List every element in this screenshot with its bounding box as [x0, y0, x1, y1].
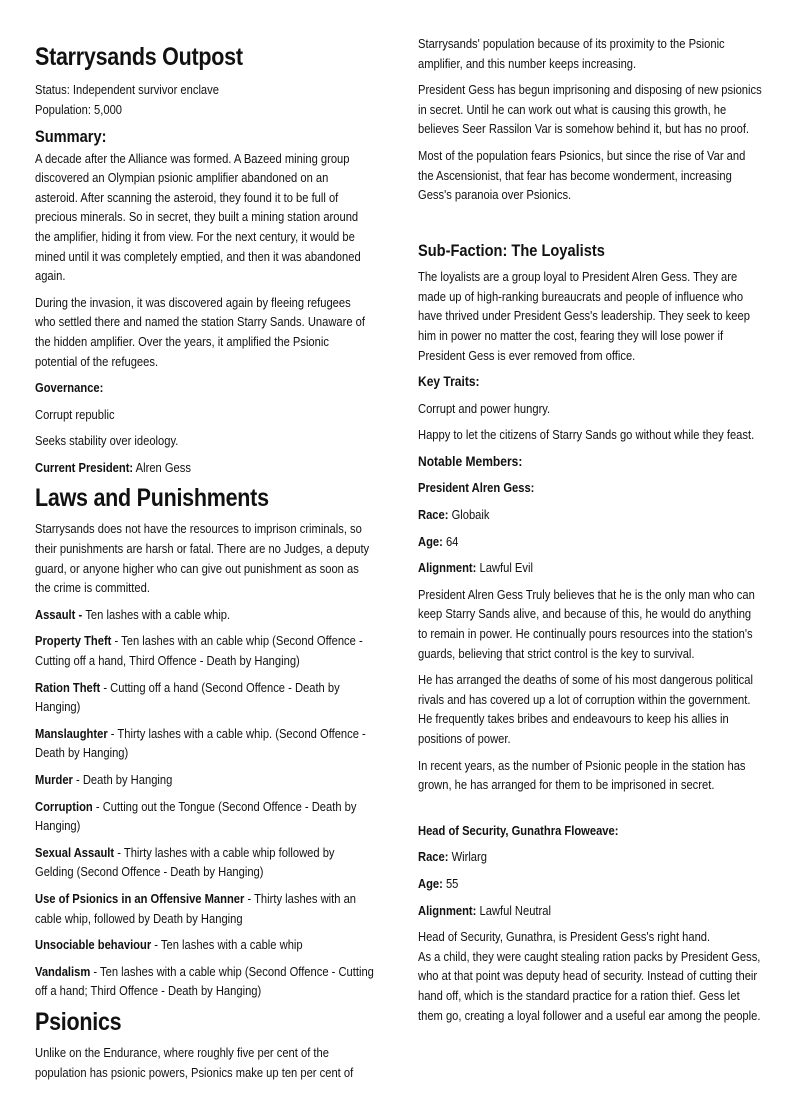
governance-note: Seeks stability over ideology. — [35, 433, 179, 449]
president-label: Current President: — [35, 459, 134, 475]
member-president-gess — [418, 478, 762, 794]
law-crime: Assault - — [35, 606, 86, 622]
outpost-title: Starrysands Outpost — [35, 43, 243, 71]
member-bio-2: As a child, they were caught stealing ration packs by President Gess, who at that point was deputy head of security. Instead of cutting their hand off, which is the standard practice for a ration thief. Gess let them go, creating a loyal follower and a useful ear among the people. — [418, 948, 761, 1023]
psionics-paragraph-1: Unlike on the Endurance, where roughly five per cent of the population has psionic powers, Psionics make up ten per cent of — [35, 1044, 354, 1080]
notable-members-heading: Notable Members: — [418, 452, 523, 469]
member-name: President Alren Gess: — [418, 480, 535, 496]
law-item — [35, 935, 374, 955]
member-bio-2: He has arranged the deaths of some of his most dangerous political rivals and has covered up a lot of corruption within the government. He frequently takes bribes and endeavours to keep his allies in positions of power. — [418, 672, 753, 747]
summary-heading: Summary: — [35, 127, 107, 147]
alignment-label: Alignment: — [418, 902, 477, 918]
law-punishment: - Cutting out the Tongue (Second Offence - Death by Hanging) — [35, 798, 357, 834]
law-crime: Vandalism — [35, 963, 91, 979]
member-race — [418, 847, 762, 867]
law-crime: Sexual Assault — [35, 844, 115, 860]
trait-item: Corrupt and power hungry. — [418, 400, 551, 416]
laws-list — [35, 605, 374, 1001]
law-punishment: - Thirty lashes with a cable whip. (Second Offence - Death by Hanging) — [35, 725, 366, 761]
law-crime: Ration Theft — [35, 679, 101, 695]
key-traits-heading: Key Traits: — [418, 373, 480, 390]
member-alignment — [418, 901, 762, 921]
law-crime: Murder — [35, 772, 73, 788]
governance-label: Governance: — [35, 380, 104, 396]
law-item — [35, 724, 374, 763]
alignment-value: Lawful Evil — [476, 560, 533, 576]
member-name: Head of Security, Gunathra Floweave: — [418, 822, 619, 838]
law-punishment: - Cutting off a hand (Second Offence - Death by Hanging) — [35, 679, 340, 715]
law-punishment: - Ten lashes with a cable whip (Second Offence - Cutting off a hand; Third Offence - Death by Hanging) — [35, 963, 374, 999]
age-value: 55 — [442, 875, 459, 891]
age-label: Age: — [418, 875, 443, 891]
law-crime: Unsociable behaviour — [35, 937, 152, 953]
member-age — [418, 874, 762, 894]
president-value: Alren Gess — [133, 459, 191, 475]
race-label: Race: — [418, 849, 449, 865]
law-item — [35, 797, 374, 836]
law-item — [35, 770, 374, 790]
subfaction-paragraph: The loyalists are a group loyal to President Alren Gess. They are made up of high-ranking bureaucrats and people of influence who have thrived under President Gess's leadership. They seek to keep him in power no matter the cost, fearing they will lose power if President Gess is ever removed from office. — [418, 269, 750, 363]
member-gunathra-floweave — [418, 821, 762, 1025]
law-punishment: - Ten lashes with an cable whip (Second Offence - Cutting off a hand, Third Offence - Death by Hanging) — [35, 633, 363, 669]
law-punishment: - Thirty lashes with a cable whip followed by Gelding (Second Offence - Death by Hanging) — [35, 844, 335, 880]
law-punishment: - Thirty lashes with an cable whip, followed by Death by Hanging — [35, 890, 357, 926]
laws-heading: Laws and Punishments — [35, 484, 269, 513]
psionics-paragraph-2: President Gess has begun imprisoning and disposing of new psionics in secret. Until he can work out what is causing this growth, he believes Seer Rassilon Var is somehow behind it, but has no proof. — [418, 82, 762, 137]
law-item — [35, 605, 374, 625]
law-item — [35, 678, 374, 717]
member-bio-3: In recent years, as the number of Psionic people in the station has grown, he has arranged for them to be imprisoned in secret. — [418, 757, 746, 793]
law-item — [35, 843, 374, 882]
law-crime: Use of Psionics in an Offensive Manner — [35, 890, 245, 906]
psionics-paragraph-3: Most of the population fears Psionics, but since the rise of Var and the Ascensionist, that fear has become wonderment, increasing Gess's paranoia over Psionics. — [418, 147, 746, 203]
age-label: Age: — [418, 533, 443, 549]
member-race — [418, 505, 762, 525]
law-punishment: - Death by Hanging — [72, 772, 173, 788]
summary-paragraph-2: During the invasion, it was discovered again by fleeing refugees who settled there and named the station Starry Sands. Unaware of the hidden amplifier. Over the years, it amplified the Psionic potential of the refugees. — [35, 294, 366, 369]
alignment-label: Alignment: — [418, 560, 477, 576]
governance-type: Corrupt republic — [35, 406, 115, 422]
law-punishment: - Ten lashes with a cable whip — [151, 937, 303, 953]
law-item — [35, 631, 374, 670]
race-value: Wirlarg — [448, 849, 487, 865]
left-column — [35, 0, 375, 1082]
trait-item: Happy to let the citizens of Starry Sands go without while they feast. — [418, 427, 755, 443]
population-line: Population: 5,000 — [35, 101, 123, 117]
race-label: Race: — [418, 507, 449, 523]
summary-paragraph-1: A decade after the Alliance was formed. A Bazeed mining group discovered an Olympian psionic amplifier abandoned on an asteroid. After scanning the asteroid, they found it to be full of precious minerals. So in secret, they built a mining station around the amplifier, hiding it from view. For the next century, it would be mined until it was completely emptied, and then it was abandoned again. — [35, 150, 361, 284]
alignment-value: Lawful Neutral — [476, 902, 551, 918]
law-punishment: Ten lashes with a cable whip. — [85, 606, 231, 622]
law-item — [35, 889, 374, 928]
age-value: 64 — [442, 533, 459, 549]
race-value: Globaik — [448, 507, 490, 523]
law-crime: Property Theft — [35, 633, 112, 649]
laws-intro: Starrysands does not have the resources to imprison criminals, so their punishments are harsh or fatal. There are no Judges, a deputy guard, or anyone higher who can give out punishment as soon as the crime is committed. — [35, 521, 370, 596]
member-alignment — [418, 558, 762, 578]
member-bio-1: Head of Security, Gunathra, is President Gess's right hand. — [418, 929, 711, 945]
member-age — [418, 532, 762, 552]
status-line: Status: Independent survivor enclave — [35, 82, 219, 97]
right-column — [418, 0, 763, 1025]
subfaction-heading: Sub-Faction: The Loyalists — [418, 240, 605, 260]
law-crime: Corruption — [35, 798, 93, 814]
psionics-paragraph-1-continued: Starrysands' population because of its proximity to the Psionic amplifier, and this number keeps increasing. — [418, 36, 725, 71]
psionics-heading: Psionics — [35, 1007, 122, 1036]
current-president — [35, 458, 374, 478]
law-crime: Manslaughter — [35, 725, 108, 741]
member-bio-1: President Alren Gess Truly believes that he is the only man who can keep Starry Sands alive, and because of this, he would do anything to remain in power. He continually pours resources into the station's guards, believing that strict control is the key to survival. — [418, 586, 755, 661]
law-item — [35, 962, 374, 1001]
